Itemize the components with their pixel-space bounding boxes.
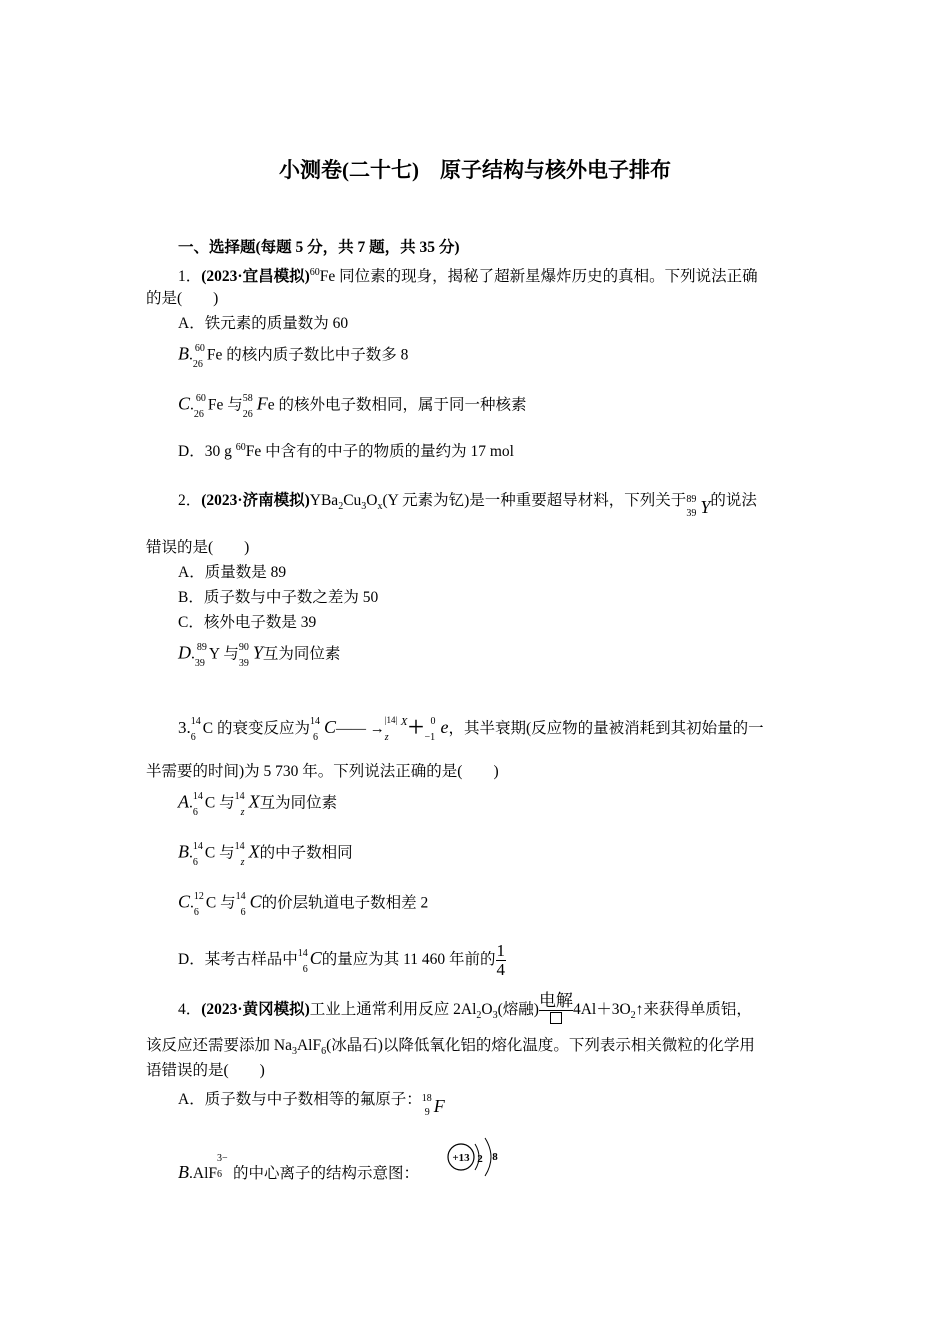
q1-source: (2023·宜昌模拟) — [201, 268, 310, 286]
q4-option-b: B.AlF 3− 6 的中心离子的结构示意图： — [178, 1153, 420, 1182]
q3-option-a: A. 14 6 C 与 14 z X互为同位素 — [178, 791, 338, 818]
section-heading: 一、选择题(每题 5 分，共 7 题，共 35 分) — [178, 239, 460, 256]
q1-option-c: C. 60 26 Fe 与 58 26 Fe 的核外电子数相同，属于同一种核素 — [178, 393, 527, 420]
q4-option-a: A．质子数与中子数相等的氟原子： 18 9 F — [178, 1091, 445, 1118]
shell-1-electrons: 2 — [477, 1153, 483, 1165]
atomic-structure-diagram — [445, 1132, 505, 1180]
electrolysis-condition: 电解 — [539, 992, 573, 1029]
q2-stem-line2: 错误的是( ) — [146, 539, 250, 556]
q4-source: (2023·黄冈模拟) — [201, 1001, 310, 1019]
q3-option-b: B. 14 6 C 与 14 z X的中子数相同 — [178, 841, 353, 868]
q1-stem-line1: 1．(2023·宜昌模拟)$^{60}$Fe 同位素的现身，揭秘了超新星爆炸历史的真相。下列说法正确 — [178, 267, 758, 286]
shell-2-electrons: 8 — [492, 1151, 498, 1163]
q3-option-c: C. 12 6 C 与 14 6 C的价层轨道电子数相差 2 — [178, 891, 429, 918]
q2-option-c: C．核外电子数是 39 — [178, 614, 317, 631]
q2-option-a: A．质量数是 89 — [178, 564, 287, 581]
placeholder-box — [550, 1012, 562, 1024]
q3-option-d: D．某考古样品中 14 6 C的量应为其 11 460 年前的 $\frac{1}{4}$ — [178, 941, 506, 979]
q4-stem-line2: 该反应还需要添加 $Na_3AlF_6$(冰晶石)以降低氧化铝的熔化温度。下列表示相关微粒的化学用 — [146, 1037, 755, 1058]
page-title: 小测卷(二十七) 原子结构与核外电子排布 — [279, 158, 671, 182]
q2-option-b: B．质子数与中子数之差为 50 — [178, 589, 379, 606]
fraction-one-quarter: $\frac{1}{4}$ — [496, 941, 506, 979]
nucleus-charge: +13 — [452, 1152, 470, 1164]
q2-stem-line1: 2．(2023·济南模拟)$YBa_2Cu_3O_x(Y$ 元素为钇)是一种重要超导材料，下列关于 89 39 Y的说法 — [178, 492, 757, 519]
q1-option-d: D．30 g $^{60}$Fe 中含有的中子的物质的量约为 17 mol — [178, 442, 514, 461]
q2-option-d: D. 89 39 Y 与 90 39 Y互为同位素 — [178, 642, 341, 669]
q1-stem-line2: 的是( ) — [146, 290, 219, 307]
q4-stem-line1: 4．(2023·黄冈模拟)工业上通常利用反应 $2Al_2O_3$(熔融) 电解 $4Al+3O_2↑$来获得单质铝， — [178, 992, 752, 1029]
q1-option-b: B. 60 26 Fe 的核内质子数比中子数多 8 — [178, 343, 409, 370]
shell-arc-2 — [485, 1138, 491, 1176]
q1-option-a: A．铁元素的质量数为 60 — [178, 315, 349, 332]
q2-source: (2023·济南模拟) — [201, 492, 310, 509]
q4-stem-line3: 语错误的是( ) — [146, 1062, 265, 1079]
q3-stem-line2: 半需要的时间)为 5 730 年。下列说法正确的是( ) — [146, 763, 499, 780]
q3-stem-line1: 3. 14 6 C 的衰变反应为 14 6 C—— → |14| z $^X$＋ 0 −1 e，其半衰期(反应物的量被消耗到其初始量的一 — [178, 715, 764, 744]
